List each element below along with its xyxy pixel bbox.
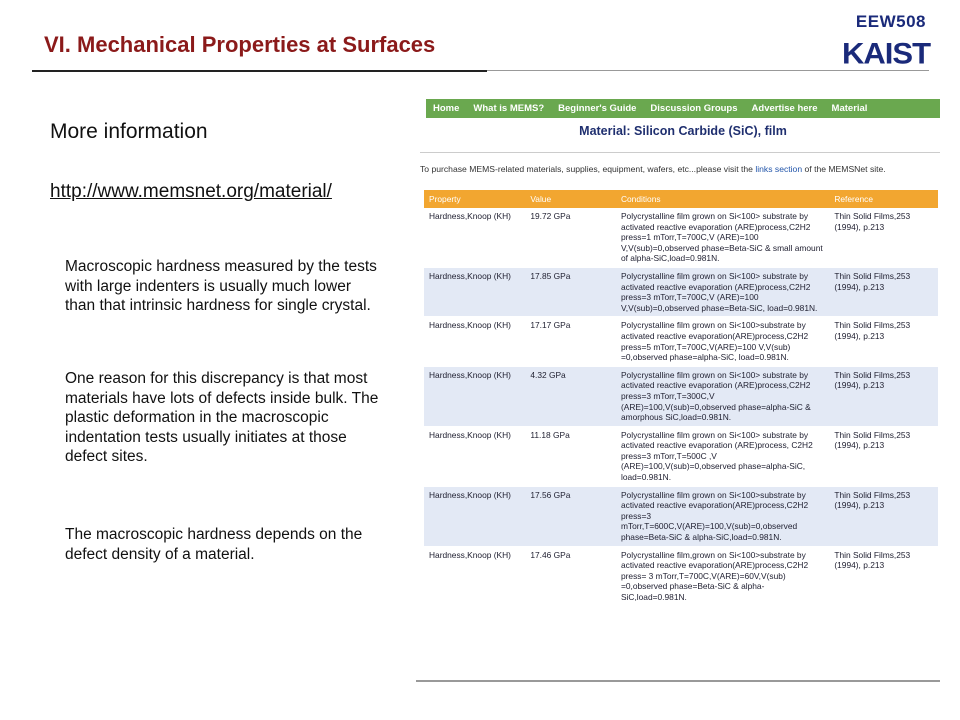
col-conditions: Conditions (616, 190, 829, 208)
cell-reference: Thin Solid Films,253 (1994), p.213 (829, 426, 938, 486)
cell-reference: Thin Solid Films,253 (1994), p.213 (829, 267, 938, 316)
col-property: Property (424, 190, 525, 208)
kaist-logo: KAIST (842, 36, 930, 71)
cell-conditions: Polycrystalline film grown on Si<100> substrate by activated reactive evaporation (ARE)process,C2H2 press=1 mTorr,T=700C,V (ARE)=100 V,V(sub)=0,observed phase=Beta-SiC & small amount of alpha-SiC,load=0.981N. (616, 208, 829, 267)
table-row (424, 317, 938, 366)
nav-discussion-groups[interactable]: Discussion Groups (650, 103, 738, 114)
nav-advertise-here[interactable]: Advertise here (751, 103, 818, 114)
table-row (424, 486, 938, 546)
table-row (424, 546, 938, 606)
top-navigation (426, 99, 940, 118)
title-rule-light (487, 70, 929, 71)
purchase-text-end: of the MEMSNet site. (802, 164, 886, 174)
memsnet-screenshot (416, 90, 940, 682)
table-row (424, 208, 938, 267)
separator (420, 152, 940, 153)
slide-title: VI. Mechanical Properties at Surfaces (44, 32, 436, 57)
cell-property: Hardness,Knoop (KH) (424, 208, 525, 267)
cell-reference: Thin Solid Films,253 (1994), p.213 (829, 546, 938, 606)
nav-home[interactable]: Home (433, 103, 460, 114)
nav-beginners-guide[interactable]: Beginner's Guide (558, 103, 637, 114)
cell-property: Hardness,Knoop (KH) (424, 317, 525, 366)
cell-value: 17.17 GPa (525, 317, 616, 366)
cell-value: 17.85 GPa (525, 267, 616, 316)
memsnet-link[interactable]: http://www.memsnet.org/material/ (50, 181, 332, 202)
cell-value: 4.32 GPa (525, 366, 616, 426)
col-reference: Reference (829, 190, 938, 208)
material-title: Material: Silicon Carbide (SiC), film (579, 124, 787, 138)
material-table (424, 190, 938, 607)
title-rule (32, 70, 487, 72)
table-header (424, 190, 938, 208)
cell-reference: Thin Solid Films,253 (1994), p.213 (829, 486, 938, 546)
col-value: Value (525, 190, 616, 208)
course-code: EEW508 (855, 12, 926, 31)
nav-material[interactable]: Material (831, 103, 868, 114)
nav-what-is-mems[interactable]: What is MEMS? (473, 103, 545, 114)
purchase-text: To purchase MEMS-related materials, supplies, equipment, wafers, etc...please visit the (420, 164, 756, 174)
cell-conditions: Polycrystalline film grown on Si<100> substrate by activated reactive evaporation (ARE)process,C2H2 press=3 mTorr,T=300C,V (ARE)=100,V(sub)=0,observed phase=alpha-SiC & amorphous SiC,load=0.981N. (616, 366, 829, 426)
links-section-link[interactable]: links section (755, 164, 803, 174)
cell-property: Hardness,Knoop (KH) (424, 546, 525, 606)
cell-property: Hardness,Knoop (KH) (424, 267, 525, 316)
cell-property: Hardness,Knoop (KH) (424, 366, 525, 426)
table-row (424, 426, 938, 486)
cell-reference: Thin Solid Films,253 (1994), p.213 (829, 208, 938, 267)
cell-conditions: Polycrystalline film grown on Si<100>substrate by activated reactive evaporation(ARE)process,C2H2 press=3 mTorr,T=600C,V(ARE)=100,V(sub)=0,observed phase=Beta-SiC & alpha-SiC,load=0.981N. (616, 486, 829, 546)
cell-value: 17.56 GPa (525, 486, 616, 546)
cell-conditions: Polycrystalline film grown on Si<100>substrate by activated reactive evaporation(ARE)process,C2H2 press=5 mTorr,T=700C,V(ARE)=100 V,V(sub) =0,observed phase=alpha-SiC, load=0.981N. (616, 317, 829, 366)
cell-property: Hardness,Knoop (KH) (424, 486, 525, 546)
paragraph-hardness: Macroscopic hardness measured by the tests with large indenters is usually much lower than that intrinsic hardness for single crystal. (65, 258, 377, 314)
cell-conditions: Polycrystalline film grown on Si<100> substrate by activated reactive evaporation (ARE)process,C2H2 press=3 mTorr,T=700C,V (ARE)=100 V,V(sub)=0,observed phase=Beta-SiC, load=0.981N. (616, 267, 829, 316)
table-row (424, 366, 938, 426)
more-information-heading: More information (50, 120, 208, 143)
paragraph-defect-density: The macroscopic hardness depends on the defect density of a material. (65, 526, 363, 563)
purchase-note (420, 164, 940, 174)
cell-conditions: Polycrystalline film grown on Si<100> substrate by activated reactive evaporation (ARE)process, C2H2 press=3 mTorr,T=500C ,V (ARE)=100,V(sub)=0,observed phase=alpha-SiC, load=0.981N. (616, 426, 829, 486)
table-row (424, 267, 938, 316)
cell-conditions: Polycrystalline film,grown on Si<100>substrate by activated reactive evaporation(ARE)process,C2H2 press= 3 mTorr,T=700C,V(ARE)=60V,V(sub) =0,observed phase=Beta-SiC & alpha-SiC,load=0.981N. (616, 546, 829, 606)
cell-reference: Thin Solid Films,253 (1994), p.213 (829, 366, 938, 426)
cell-value: 11.18 GPa (525, 426, 616, 486)
paragraph-discrepancy: One reason for this discrepancy is that most materials have lots of defects inside bulk. The plastic deformation in the macroscopic indentation tests usually initiates at those defect sites. (65, 370, 379, 465)
cell-reference: Thin Solid Films,253 (1994), p.213 (829, 317, 938, 366)
cell-property: Hardness,Knoop (KH) (424, 426, 525, 486)
cell-value: 17.46 GPa (525, 546, 616, 606)
cell-value: 19.72 GPa (525, 208, 616, 267)
